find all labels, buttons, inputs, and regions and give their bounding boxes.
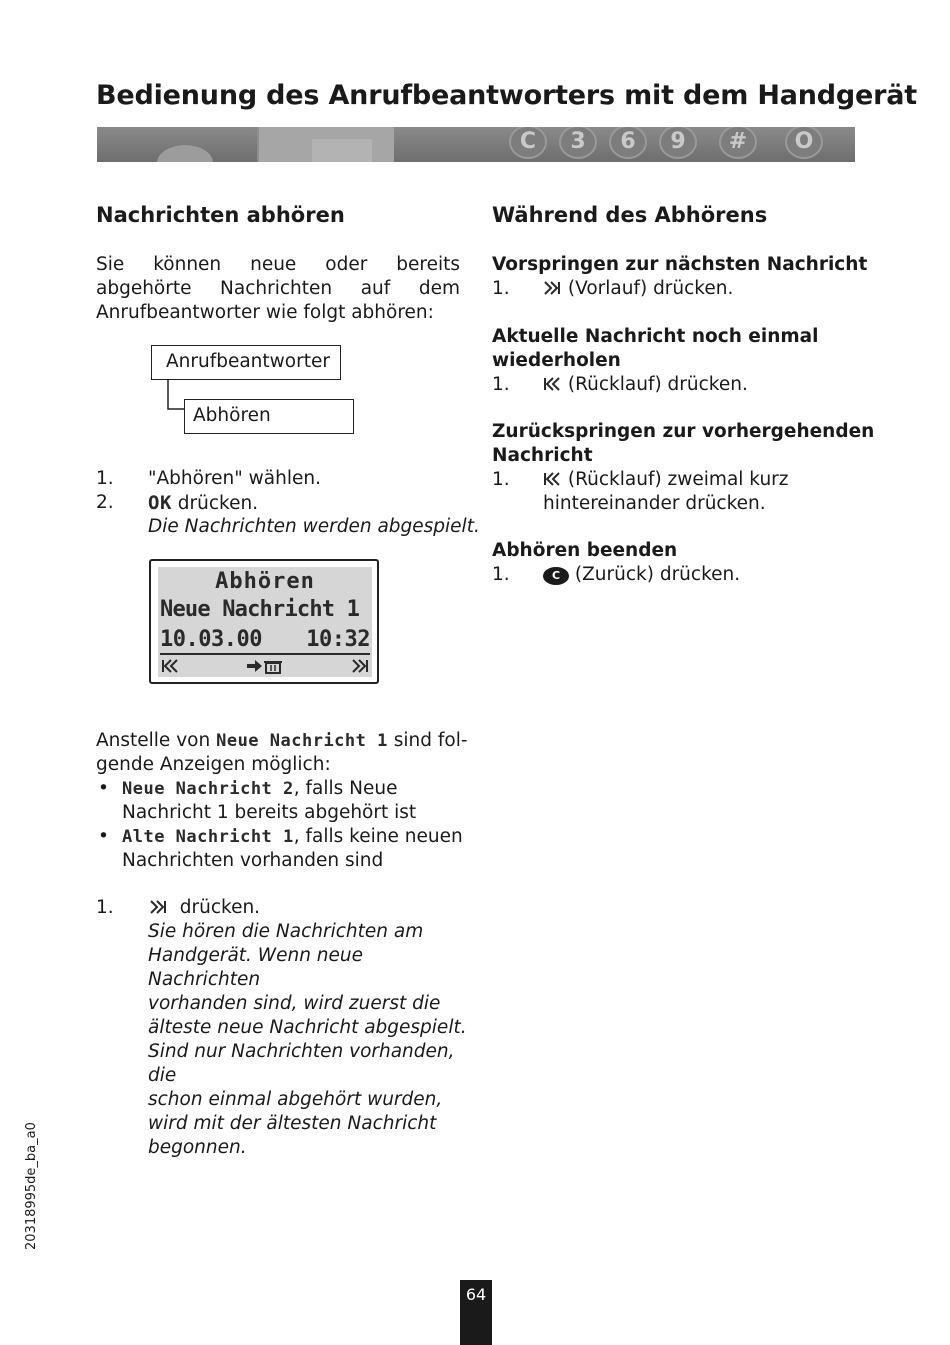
step-2-line <box>148 491 258 516</box>
final-note-line: Sie hören die Nachrichten am <box>148 921 424 942</box>
bullet-1-line2: Nachricht 1 bereits abgehört ist <box>122 802 417 823</box>
display-softkeys <box>160 657 370 675</box>
left-heading: Nachrichten abhören <box>96 203 345 227</box>
section-repeat-title-1: Aktuelle Nachricht noch einmal <box>492 326 819 347</box>
section-forward-step <box>542 277 733 301</box>
bullet-1-line1 <box>122 777 398 801</box>
bullet-1-marker: • <box>98 778 109 799</box>
section-back-text-2: hintereinander drücken. <box>543 493 766 514</box>
ok-key-label: OK <box>148 492 172 514</box>
banner-button-shape <box>157 145 213 162</box>
forward-icon <box>350 658 370 674</box>
alt-intro-before: Anstelle von <box>96 730 211 751</box>
final-note-line: schon einmal abgehört wurden, <box>148 1089 443 1110</box>
alt-intro-line1 <box>96 729 466 753</box>
step-2-num: 2. <box>96 492 114 513</box>
handset-display <box>149 559 379 684</box>
section-back-num: 1. <box>492 469 510 490</box>
page-title: Bedienung des Anrufbeantworters mit dem Handgerät <box>96 80 918 111</box>
display-time: 10:32 <box>306 627 370 652</box>
final-note-line: vorhanden sind, wird zuerst die <box>148 993 441 1014</box>
section-forward-title: Vorspringen zur nächsten Nachricht <box>492 254 868 275</box>
alt-intro-code: Neue Nachricht 1 <box>216 731 388 751</box>
display-title: Abhören <box>215 569 315 594</box>
menu-parent-label: Anrufbeantworter <box>166 351 330 372</box>
final-note <box>148 920 468 1160</box>
final-note-line: Sind nur Nachrichten vorhanden, die <box>148 1041 455 1086</box>
left-intro: Sie können neue oder bereits abgehörte Nachrichten auf dem Anrufbeantworter wie folgt abhören: <box>96 254 460 323</box>
alt-intro-line2: gende Anzeigen möglich: <box>96 754 331 775</box>
display-message-line: Neue Nachricht 1 <box>160 597 360 622</box>
section-repeat-title-2: wiederholen <box>492 350 621 371</box>
rewind-icon <box>160 658 180 674</box>
section-end-text: (Zurück) drücken. <box>574 564 741 585</box>
document-code: 20318995de_ba_a0 <box>24 1122 39 1250</box>
menu-child-label: Abhören <box>193 405 271 426</box>
section-end-num: 1. <box>492 564 510 585</box>
section-back-step <box>542 468 788 492</box>
bullet-2-line1 <box>122 825 463 849</box>
section-repeat-text: (Rücklauf) drücken. <box>567 374 748 395</box>
bullet-1-code: Neue Nachricht 2 <box>122 779 294 799</box>
final-step-text: drücken. <box>179 897 261 918</box>
banner-key-9: 9 <box>659 127 697 159</box>
banner-key-hash: # <box>719 127 757 159</box>
step-1-text: "Abhören" wählen. <box>148 468 321 489</box>
step-2-text: drücken. <box>177 493 259 514</box>
display-date: 10.03.00 <box>160 627 262 652</box>
rewind-icon <box>542 376 562 392</box>
step-2-note: Die Nachrichten werden abgespielt. <box>148 516 480 537</box>
final-note-line: älteste neue Nachricht abgespielt. <box>148 1017 467 1038</box>
display-screen <box>158 567 372 677</box>
bullet-2-code: Alte Nachricht 1 <box>122 827 294 847</box>
section-end-title: Abhören beenden <box>492 540 678 561</box>
banner-key-c: C <box>509 127 547 159</box>
banner-key-6: 6 <box>609 127 647 159</box>
section-forward-num: 1. <box>492 278 510 299</box>
bullet-2-line2: Nachrichten vorhanden sind <box>122 850 384 871</box>
alt-intro-after: sind fol- <box>393 730 468 751</box>
banner-display-inner <box>312 139 372 162</box>
bullet-2-text: , falls keine neuen <box>293 826 463 847</box>
step-1-num: 1. <box>96 468 114 489</box>
final-note-line: wird mit der ältesten Nachricht <box>148 1113 437 1134</box>
section-back-title-1: Zurückspringen zur vorhergehenden <box>492 421 875 442</box>
banner-key-o: O <box>785 127 823 159</box>
menu-child-box <box>184 399 354 434</box>
rewind-icon <box>542 471 562 487</box>
right-heading: Während des Abhörens <box>492 203 768 227</box>
section-repeat-num: 1. <box>492 374 510 395</box>
final-step-line <box>148 896 260 920</box>
section-back-title-2: Nachricht <box>492 445 593 466</box>
section-forward-text: (Vorlauf) drücken. <box>567 278 734 299</box>
bullet-2-marker: • <box>98 826 109 847</box>
forward-icon <box>542 280 562 296</box>
banner-key-3: 3 <box>559 127 597 159</box>
page-number: 64 <box>460 1280 492 1345</box>
delete-to-trash-icon <box>246 658 284 674</box>
section-back-text-1: (Rücklauf) zweimal kurz <box>567 469 789 490</box>
final-step-num: 1. <box>96 897 114 918</box>
section-end-step <box>543 563 740 587</box>
back-key-icon: C <box>543 567 569 585</box>
display-separator <box>160 653 370 655</box>
final-note-line: begonnen. <box>148 1137 247 1158</box>
forward-icon <box>148 899 168 915</box>
final-note-line: Handgerät. Wenn neue Nachrichten <box>148 945 364 990</box>
section-repeat-step <box>542 373 748 397</box>
bullet-1-text: , falls Neue <box>293 778 398 799</box>
menu-parent-box <box>151 345 341 380</box>
phone-banner-image <box>97 127 855 162</box>
